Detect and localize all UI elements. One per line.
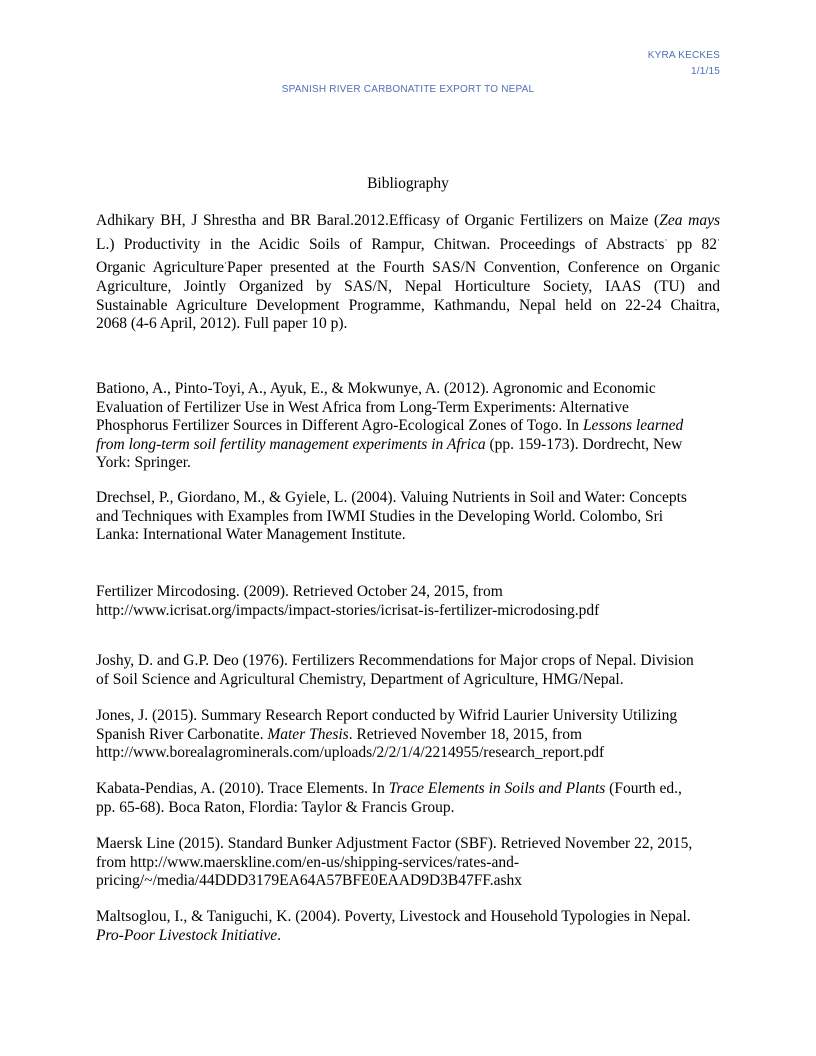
bibliography-entry: [96, 489, 720, 545]
entry-line: [96, 508, 720, 527]
entry-line: [96, 602, 720, 621]
entry-text: Lanka: International Water Management Institute.: [96, 526, 406, 544]
entry-text: 2068 (4-6 April, 2012). Full paper 10 p).: [96, 315, 348, 333]
bibliography-entry: [96, 835, 720, 891]
entry-line: [96, 799, 720, 818]
entry-line: [96, 927, 720, 946]
entry-text: of Soil Science and Agricultural Chemistry, Department of Agriculture, HMG/Nepal.: [96, 670, 624, 688]
entry-text: http://www.icrisat.org/impacts/impact-stories/icrisat-is-fertilizer-microdosing.pdf: [96, 601, 600, 619]
entry-text: Maersk Line (2015). Standard Bunker Adjustment Factor (SBF). Retrieved November 22, 2015,: [96, 835, 693, 852]
bibliography-entry: [96, 652, 720, 689]
entry-text: Paper presented at the Fourth SAS/N Convention, Conference on Organic: [227, 259, 720, 277]
page-title: Bibliography: [367, 175, 449, 192]
entry-line: [96, 872, 720, 891]
entry-text: Evaluation of Fertilizer Use in West Africa from Long-Term Experiments: Alternative: [96, 398, 629, 416]
entry-text: Organic Agriculture: [96, 259, 225, 277]
entry-text: ·: [224, 258, 228, 269]
bibliography-entry: [96, 380, 720, 473]
entry-line: [96, 231, 720, 255]
entry-line: [96, 908, 720, 927]
italic-title: Zea mays: [659, 212, 721, 229]
entry-text: ·: [664, 234, 668, 245]
entry-line: [96, 780, 720, 799]
entry-text: Agriculture, Jointly Organized by SAS/N, Nepal Horticulture Society, IAAS (TU) and: [96, 278, 720, 296]
entry-text: Joshy, D. and G.P. Deo (1976). Fertilizers Recommendations for Major crops of Nepal. Division: [96, 652, 694, 669]
entry-text: Jones, J. (2015). Summary Research Report conducted by Wifrid Laurier University Utilizing: [96, 707, 678, 724]
entry-line: [96, 380, 720, 399]
entry-text: Spanish River Carbonatite.: [96, 725, 268, 743]
entry-line: [96, 707, 720, 726]
entry-line: [96, 835, 720, 854]
bibliography-entry: [96, 707, 720, 763]
entry-line: [96, 315, 720, 334]
italic-title: Trace Elements in Soils and Plants: [388, 780, 606, 797]
entry-line: [96, 671, 720, 690]
entry-text: L.) Productivity in the Acidic Soils of Rampur, Chitwan. Proceedings of Abstracts: [96, 235, 665, 253]
entry-line: [96, 436, 720, 455]
entry-text: pp. 65-68). Boca Raton, Flordia: Taylor & Francis Group.: [96, 798, 455, 816]
entry-text: Fertilizer Mircodosing. (2009). Retrieved October 24, 2015, from: [96, 583, 503, 600]
entry-text: pricing/~/media/44DDD3179EA64A57BFE0EAAD9D3B47FF.ashx: [96, 872, 523, 890]
entry-text: Kabata-Pendias, A. (2010). Trace Elements. In: [96, 780, 389, 797]
italic-title: Mater Thesis: [267, 725, 349, 743]
entry-line: [96, 726, 720, 745]
entry-line: [96, 212, 720, 231]
entry-text: (Fourth ed.,: [605, 780, 682, 797]
entry-text: (pp. 159-173). Dordrecht, New: [485, 435, 683, 453]
bibliography-entry: [96, 212, 720, 334]
bibliography-entry: [96, 780, 720, 817]
italic-title: from long-term soil fertility management experiments in Africa: [96, 435, 486, 453]
entry-line: [96, 526, 720, 545]
entry-text: http://www.borealagrominerals.com/uploads/2/2/1/4/2214955/research_report.pdf: [96, 744, 605, 762]
entry-text: York: Springer.: [96, 454, 191, 472]
entry-text: and Techniques with Examples from IWMI Studies in the Developing World. Colombo, Sri: [96, 507, 664, 525]
entry-line: [96, 399, 720, 418]
entry-line: [96, 417, 720, 436]
entry-text: pp 82: [667, 235, 718, 253]
entry-text: Phosphorus Fertilizer Sources in Different Agro-Ecological Zones of Togo. In: [96, 417, 583, 435]
entry-line: [96, 652, 720, 671]
bibliography-entry: [96, 583, 720, 620]
bibliography-entry: [96, 908, 720, 945]
entry-text: Bationo, A., Pinto-Toyi, A., Ayuk, E., & Mokwunye, A. (2012). Agronomic and Economic: [96, 380, 656, 397]
entry-line: [96, 254, 720, 278]
entry-text: .: [277, 926, 281, 944]
entry-line: [96, 278, 720, 297]
entry-line: [96, 744, 720, 763]
entry-text: Maltsoglou, I., & Taniguchi, K. (2004). Poverty, Livestock and Household Typologies in Nepal.: [96, 908, 691, 925]
entry-text: . Retrieved November 18, 2015, from: [348, 725, 583, 743]
header-author: KYRA KECKES: [647, 50, 720, 61]
entry-text: Adhikary BH, J Shrestha and BR Baral.2012.Efficasy of Organic Fertilizers on Maize (: [96, 212, 660, 229]
entry-line: [96, 583, 720, 602]
entry-text: ·: [717, 234, 721, 245]
entry-line: [96, 454, 720, 473]
entry-line: [96, 297, 720, 316]
italic-title: Lessons learned: [582, 417, 684, 435]
entry-text: from http://www.maerskline.com/en-us/shipping-services/rates-and-: [96, 853, 519, 871]
header-date: 1/1/15: [690, 66, 720, 77]
entry-text: Sustainable Agriculture Development Programme, Kathmandu, Nepal held on 22-24 Chaitra,: [96, 296, 720, 314]
entry-text: Drechsel, P., Giordano, M., & Gyiele, L. (2004). Valuing Nutrients in Soil and Water: Concepts: [96, 489, 687, 506]
entry-line: [96, 489, 720, 508]
entry-line: [96, 854, 720, 873]
header-running-title: SPANISH RIVER CARBONATITE EXPORT TO NEPAL: [281, 84, 535, 95]
italic-title: Pro-Poor Livestock Initiative: [96, 926, 278, 944]
